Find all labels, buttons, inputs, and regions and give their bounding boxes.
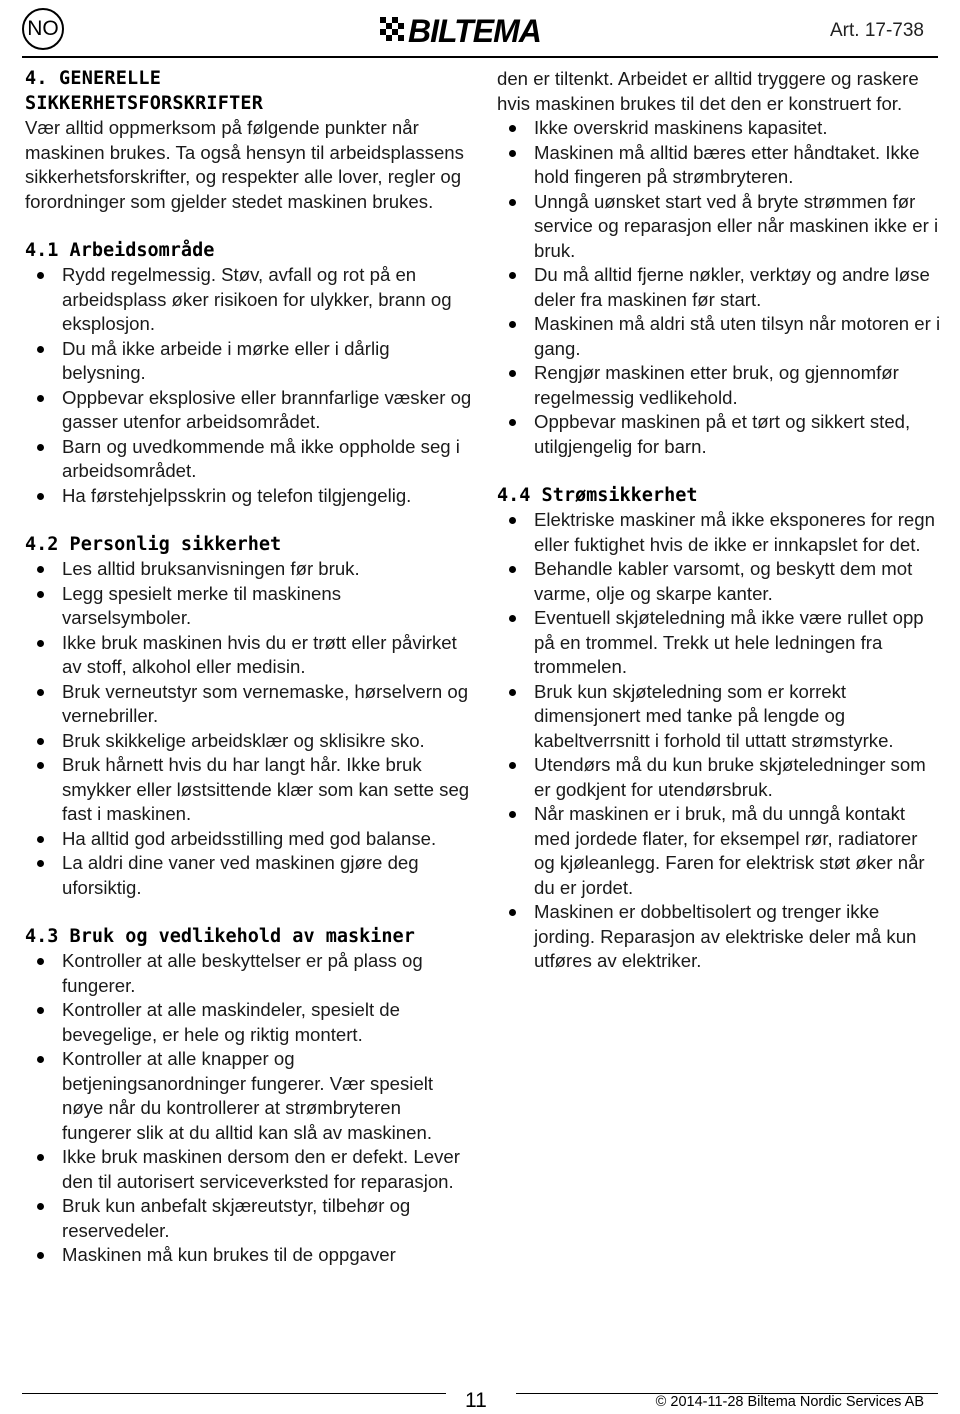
section-title xyxy=(25,67,475,116)
list-item: Rydd regelmessig. Støv, avfall og rot på en arbeidsplass øker risikoen for ulykker, brann og eksplosjon. xyxy=(25,263,475,337)
list-item: Bruk hårnett hvis du har langt hår. Ikke bruk smykker eller løstsittende klær som kan sette seg fast i maskinen. xyxy=(25,753,475,827)
article-number: Art. 17-738 xyxy=(830,20,924,41)
list-item: Maskinen er dobbeltisolert og trenger ikke jording. Reparasjon av elektriske deler må kun utføres av elektriker. xyxy=(497,900,942,974)
list-item: Les alltid bruksanvisningen før bruk. xyxy=(25,557,475,582)
list-4-1 xyxy=(25,263,475,508)
list-4-2 xyxy=(25,557,475,900)
list-item: La aldri dine vaner ved maskinen gjøre deg uforsiktig. xyxy=(25,851,475,900)
list-item: Barn og uvedkommende må ikke oppholde seg i arbeidsområdet. xyxy=(25,435,475,484)
subsection-title-4-4: 4.4 Strømsikkerhet xyxy=(497,484,698,506)
list-item: Kontroller at alle maskindeler, spesielt de bevegelige, er hele og riktig montert. xyxy=(25,998,475,1047)
list-item: Maskinen må aldri stå uten tilsyn når motoren er i gang. xyxy=(497,312,942,361)
biltema-logo xyxy=(380,13,585,47)
list-item: Bruk verneutstyr som vernemaske, hørselvern og vernebriller. xyxy=(25,680,475,729)
list-item: Bruk kun anbefalt skjæreutstyr, tilbehør og reservedeler. xyxy=(25,1194,475,1243)
list-4-3 xyxy=(25,949,475,1268)
list-item: Maskinen må kun brukes til de oppgaver xyxy=(25,1243,475,1268)
list-item: Ikke bruk maskinen dersom den er defekt. Lever den til autorisert serviceverksted for reparasjon. xyxy=(25,1145,475,1194)
list-item-continuation: den er tiltenkt. Arbeidet er alltid tryggere og raskere hvis maskinen brukes til det den er konstruert for. xyxy=(497,68,919,114)
list-item: Ha førstehjelpsskrin og telefon tilgjengelig. xyxy=(25,484,475,509)
list-item: Bruk kun skjøteledning som er korrekt dimensjonert med tanke på lengde og kabeltverrsnitt i forhold til uttatt strømstyrke. xyxy=(497,680,942,754)
list-item: Kontroller at alle knapper og betjeningsanordninger fungerer. Vær spesielt nøye når du kontrollerer at strømbryteren fungerer slik at du alltid kan slå av maskinen. xyxy=(25,1047,475,1145)
list-item: Du må ikke arbeide i mørke eller i dårlig belysning. xyxy=(25,337,475,386)
right-column xyxy=(497,67,942,974)
list-4-4 xyxy=(497,508,942,974)
list-item: Bruk skikkelige arbeidsklær og sklisikre sko. xyxy=(25,729,475,754)
list-item: Ikke bruk maskinen hvis du er trøtt eller påvirket av stoff, alkohol eller medisin. xyxy=(25,631,475,680)
list-item: Oppbevar maskinen på et tørt og sikkert sted, utilgjengelig for barn. xyxy=(497,410,942,459)
language-code: NO xyxy=(27,17,59,40)
list-item: Maskinen må alltid bæres etter håndtaket. Ikke hold fingeren på strømbryteren. xyxy=(497,141,942,190)
subsection-title-4-2: 4.2 Personlig sikkerhet xyxy=(25,533,282,555)
footer-divider-left xyxy=(22,1393,446,1394)
list-item: Eventuell skjøteledning må ikke være rullet opp på en trommel. Trekk ut hele ledningen fra trommelen. xyxy=(497,606,942,680)
list-item: Unngå uønsket start ved å bryte strømmen før service og reparasjon eller når maskinen ikke er i bruk. xyxy=(497,190,942,264)
section-intro: Vær alltid oppmerksom på følgende punkter når maskinen brukes. Ta også hensyn til arbeidsplassens sikkerhetsforskrifter, og respekter alle lover, regler og forordninger som gjelder stedet maskinen brukes. xyxy=(25,117,464,212)
copyright-notice: © 2014-11-28 Biltema Nordic Services AB xyxy=(655,1394,924,1410)
list-item: Kontroller at alle beskyttelser er på plass og fungerer. xyxy=(25,949,475,998)
list-item: Når maskinen er i bruk, må du unngå kontakt med jordede flater, for eksempel rør, radiatorer og kjøleanlegg. Faren for elektrisk støt øker når du er jordet. xyxy=(497,802,942,900)
page-number: 11 xyxy=(465,1389,487,1412)
list-item: Ikke overskrid maskinens kapasitet. xyxy=(497,116,942,141)
subsection-title-4-3: 4.3 Bruk og vedlikehold av maskiner xyxy=(25,925,415,947)
list-item: Elektriske maskiner må ikke eksponeres for regn eller fuktighet hvis de ikke er innkapslet for det. xyxy=(497,508,942,557)
list-item: Oppbevar eksplosive eller brannfarlige væsker og gasser utenfor arbeidsområdet. xyxy=(25,386,475,435)
list-item: Rengjør maskinen etter bruk, og gjennomfør regelmessig vedlikehold. xyxy=(497,361,942,410)
subsection-title-4-1: 4.1 Arbeidsområde xyxy=(25,239,215,261)
section-title-line2: SIKKERHETSFORSKRIFTER xyxy=(25,92,264,114)
left-column xyxy=(25,67,475,1268)
language-badge xyxy=(22,8,64,50)
list-item: Utendørs må du kun bruke skjøteledninger som er godkjent for utendørsbruk. xyxy=(497,753,942,802)
list-item: Du må alltid fjerne nøkler, verktøy og andre løse deler fra maskinen før start. xyxy=(497,263,942,312)
header-divider xyxy=(22,56,938,58)
list-4-3-continued xyxy=(497,116,942,459)
list-item: Behandle kabler varsomt, og beskytt dem mot varme, olje og skarpe kanter. xyxy=(497,557,942,606)
brand-wordmark: BILTEMA xyxy=(408,13,541,47)
list-item: Ha alltid god arbeidsstilling med god balanse. xyxy=(25,827,475,852)
section-title-line1: 4. GENERELLE xyxy=(25,68,162,89)
list-item: Legg spesielt merke til maskinens varselsymboler. xyxy=(25,582,475,631)
